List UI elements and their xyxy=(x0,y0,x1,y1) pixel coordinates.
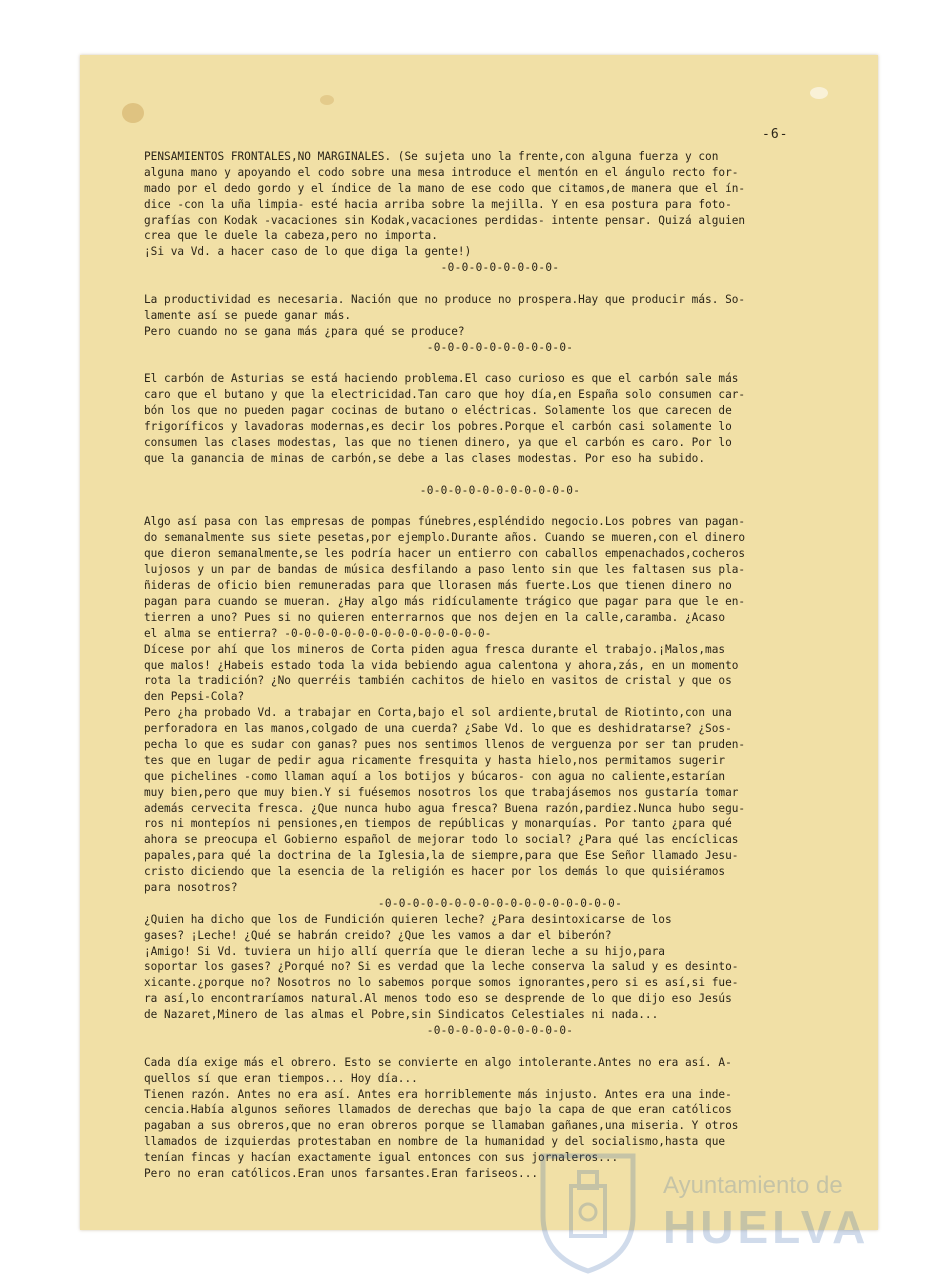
text-line: frigoríficos y lavadoras modernas,es decir los pobres.Porque el carbón casi solamente lo xyxy=(144,420,732,434)
text-line: alguna mano y apoyando el codo sobre una mesa introduce el mentón en el ángulo recto for- xyxy=(144,165,739,179)
text-line: pecha lo que es sudar con ganas? pues nos sentimos llenos de verguenza por ser tan pruden- xyxy=(144,737,746,751)
text-line: Pero ¿ha probado Vd. a trabajar en Corta,bajo el sol ardiente,brutal de Riotinto,con una xyxy=(144,706,732,720)
text-line: Tienen razón. Antes no era así. Antes era horriblemente más injusto. Antes era una inde- xyxy=(144,1087,732,1101)
text-line: crea que le duele la cabeza,pero no importa. xyxy=(144,229,438,243)
watermark-line2: HUELVA xyxy=(663,1201,870,1253)
text-line: que la ganancia de minas de carbón,se debe a las clases modestas. Por eso ha subido. xyxy=(144,451,706,465)
text-line: Algo así pasa con las empresas de pompas fúnebres,espléndido negocio.Los pobres van pagan- xyxy=(144,515,746,529)
section-separator: -0-0-0-0-0-0-0-0- xyxy=(440,261,560,275)
watermark-line1: Ayuntamiento de xyxy=(663,1172,843,1199)
text-line: papales,para qué la doctrina de la Iglesia,la de siempre,para que Ese Señor llamado Jesu- xyxy=(144,849,739,863)
text-line: ñideras de oficio bien remuneradas para que llorasen más fuerte.Los que tienen dinero no xyxy=(144,579,732,593)
archive-watermark xyxy=(533,1146,873,1276)
text-line: den Pepsi-Cola? xyxy=(144,690,245,704)
text-line: que dieron semanalmente,se les podría hacer un entierro con caballos empenachados,cocheros xyxy=(144,547,746,561)
text-line: tes que en lugar de pedir agua ricamente fresquita y hasta hielo,nos permitamos sugerir xyxy=(144,753,726,767)
text-line: cencia.Había algunos señores llamados de derechas que bajo la capa de que eran católicos xyxy=(144,1103,732,1117)
text-line: llamados de izquierdas protestaban en nombre de la humanidad y del socialismo,hasta que xyxy=(144,1135,726,1149)
document-page xyxy=(80,55,878,1230)
section-separator: -0-0-0-0-0-0-0-0-0-0-0- xyxy=(419,483,581,497)
text-line: PENSAMIENTOS FRONTALES,NO MARGINALES. (Se sujeta uno la frente,con alguna fuerza y con xyxy=(144,150,719,163)
blank-line xyxy=(144,356,856,372)
text-line: Pero cuando no se gana más ¿para qué se produce? xyxy=(144,324,465,338)
blank-line xyxy=(144,499,856,515)
text-line: do semanalmente sus siete pesetas,por ejemplo.Durante años. Cuando se mueren,con el dinero xyxy=(144,531,746,545)
document-body xyxy=(144,149,856,1182)
paper-stain xyxy=(122,103,144,123)
text-line: además cervecita fresca. ¿Que nunca hubo agua fresca? Buena razón,pardiez.Nunca hubo segu- xyxy=(144,801,746,815)
text-line: de Nazaret,Minero de las almas el Pobre,sin Sindicatos Celestiales ni nada... xyxy=(144,1008,659,1022)
text-line: gases? ¡Leche! ¿Qué se habrán creido? ¿Que les vamos a dar el biberón? xyxy=(144,928,612,942)
blank-line xyxy=(144,1039,856,1055)
text-line: Dícese por ahí que los mineros de Corta piden agua fresca durante el trabajo.¡Malos,mas xyxy=(144,642,726,656)
text-line: tenían fincas y hacían exactamente igual entonces con sus jornaleros... xyxy=(144,1151,619,1165)
coat-of-arms-icon xyxy=(533,1146,643,1276)
blank-line xyxy=(144,276,856,292)
text-line: ra así,lo encontraríamos natural.Al menos todo eso se desprende de lo que dijo eso Jesús xyxy=(144,992,732,1006)
text-line: lamente así se puede ganar más. xyxy=(144,308,352,322)
section-separator: -0-0-0-0-0-0-0-0-0-0- xyxy=(426,1023,574,1037)
section-separator: -0-0-0-0-0-0-0-0-0-0-0-0-0-0-0-0-0- xyxy=(377,896,623,910)
text-line: pagan para cuando se mueran. ¿Hay algo más ridículamente trágico que pagar para que le en- xyxy=(144,594,746,608)
text-line: para nosotros? xyxy=(144,880,238,894)
text-line: Pero no eran católicos.Eran unos farsantes.Eran fariseos... xyxy=(144,1167,539,1180)
text-line: que pichelines -como llaman aquí a los botijos y búcaros- con agua no caliente,estarían xyxy=(144,769,726,783)
text-line: consumen las clases modestas, las que no tienen dinero, ya que el carbón es caro. Por lo xyxy=(144,436,732,450)
text-line: perforadora en las manos,colgado de una cuerda? ¿Sabe Vd. lo que es deshidratarse? ¿Sos- xyxy=(144,722,732,736)
text-line: xicante.¿porque no? Nosotros no lo sabemos porque somos ignorantes,pero si es así,si fue- xyxy=(144,976,739,990)
text-line: caro que el butano y que la electricidad.Tan caro que hoy día,en España solo consumen car- xyxy=(144,388,746,402)
text-line: pagaban a sus obreros,que no eran obreros porque se llamaban gañanes,una miseria. Y otros xyxy=(144,1119,739,1133)
text-line: mado por el dedo gordo y el índice de la mano de ese codo que citamos,de manera que el ín- xyxy=(144,181,746,195)
text-line: ahora se preocupa el Gobierno español de mejorar todo lo social? ¿Para qué las encíclicas xyxy=(144,833,739,847)
text-line: lujosos y un par de bandas de música desfilando a paso lento sin que les faltasen sus pla- xyxy=(144,563,746,577)
text-line: tierren a uno? Pues si no quieren enterrarnos que nos dejen en la calle,caramba. ¿Acaso xyxy=(144,610,726,624)
text-line: ¡Si va Vd. a hacer caso de lo que diga la gente!) xyxy=(144,245,472,259)
paper-stain xyxy=(810,87,828,99)
paper-stain xyxy=(320,95,334,105)
section-separator: -0-0-0-0-0-0-0-0-0-0- xyxy=(426,340,574,354)
text-line: La productividad es necesaria. Nación que no produce no prospera.Hay que producir más. So- xyxy=(144,293,746,307)
text-line: muy bien,pero que muy bien.Y si fuésemos nosotros los que trabajásemos nos gustaría tomar xyxy=(144,785,739,799)
text-line: grafías con Kodak -vacaciones sin Kodak,vacaciones perdidas- intente pensar. Quizá alguien xyxy=(144,213,746,227)
text-line: El carbón de Asturias se está haciendo problema.El caso curioso es que el carbón sale más xyxy=(144,372,739,386)
text-line: ¡Amigo! Si Vd. tuviera un hijo allí querría que le dieran leche a su hijo,para xyxy=(144,944,665,958)
text-line: ¿Quien ha dicho que los de Fundición quieren leche? ¿Para desintoxicarse de los xyxy=(144,912,672,926)
text-line: rota la tradición? ¿No querréis también cachitos de hielo en vasitos de cristal y que os xyxy=(144,674,732,688)
text-line: soportar los gases? ¿Porqué no? Si es verdad que la leche conserva la salud y es desinto- xyxy=(144,960,739,974)
text-line: ros ni montepíos ni pensiones,en tiempos de repúblicas y monarquías. Por tanto ¿para qué xyxy=(144,817,732,831)
blank-line xyxy=(144,467,856,483)
text-line: cristo diciendo que la esencia de la religión es hacer por los demás lo que quisiéramos xyxy=(144,865,726,879)
text-line: dice -con la uña limpia- esté hacia arriba sobre la mejilla. Y en esa postura para foto- xyxy=(144,197,732,211)
text-line: el alma se entierra? -0-0-0-0-0-0-0-0-0-0-0-0-0-0-0- xyxy=(144,626,492,640)
text-line: bón los que no pueden pagar cocinas de butano o eléctricas. Solamente los que carecen de xyxy=(144,404,732,418)
text-line: que malos! ¿Habeis estado toda la vida bebiendo agua calentona y ahora,zás, en un momento xyxy=(144,658,739,672)
page-number: -6- xyxy=(762,127,789,142)
text-line: Cada día exige más el obrero. Esto se convierte en algo intolerante.Antes no era así. A- xyxy=(144,1055,732,1069)
text-line: quellos sí que eran tiempos... Hoy día... xyxy=(144,1071,418,1085)
